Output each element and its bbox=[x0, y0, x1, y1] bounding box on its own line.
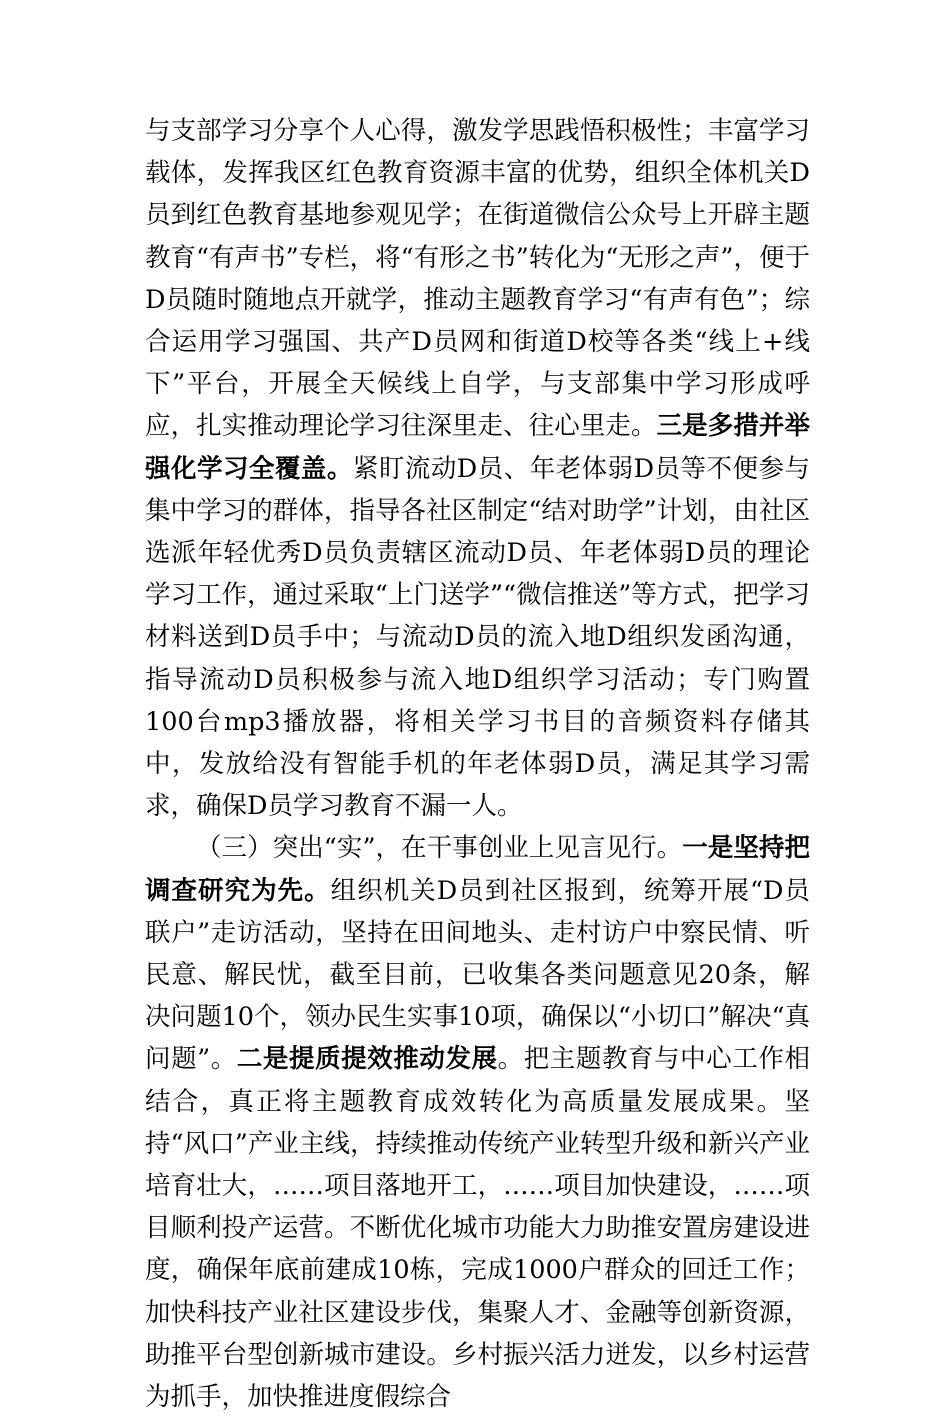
document-page bbox=[145, 110, 810, 1418]
text-run: 与支部学习分享个人心得，激发学思践悟积极性；丰富学习载体，发挥我区红色教育资源丰富的优势，组织全体机关D员到红色教育基地参观见学；在街道微信公众号上开辟主题教育“有声书”专栏，将“有形之书”转化为“无形之声”，便于D员随时随地点开就学，推动主题教育学习“有声有色”；综合运用学习强国、共产D员网和街道D校等各类“线上+线下”平台，开展全天候线上自学，与支部集中学习形成呼应，扎实推动理论学习往深里走、往心里走。 bbox=[145, 116, 810, 442]
heading-run-research: 一是坚持把调查研究为先。 bbox=[145, 833, 810, 906]
text-run: 组织机关D员到社区报到，统筹开展“D员联户”走访活动，坚持在田间地头、走村访户中察民情、听民意、解民忧，截至目前，已收集各类问题意见20条，解决问题10个，领办民生实事10项，确保以“小切口”解决“真问题”。 bbox=[145, 875, 811, 1075]
paragraph-section-three bbox=[145, 827, 810, 1418]
text-run: 紧盯流动D员、年老体弱D员等不便参与集中学习的群体，指导各社区制定“结对助学”计划，由社区选派年轻优秀D员负责辖区流动D员、年老体弱D员的理论学习工作，通过采取“上门送学”“微信推送”等方式，把学习材料送到D员手中；与流动D员的流入地D组织发函沟通，指导流动D员积极参与流入地D组织学习活动；专门购置100台mp3播放器，将相关学习书目的音频资料存储其中，发放给没有智能手机的年老体弱D员，满足其学习需求，确保D员学习教育不漏一人。 bbox=[145, 453, 810, 822]
heading-run-full-coverage: 三是多措并举强化学习全覆盖。 bbox=[145, 411, 810, 484]
heading-run-development: 二是提质提效推动发展 bbox=[236, 1044, 498, 1075]
text-run: 。把主题教育与中心工作相结合，真正将主题教育成效转化为高质量发展成果。坚持“风口”产业主线，持续推动传统产业转型升级和新兴产业培育壮大，……项目落地开工，……项目加快建设，……项目顺利投产运营。不断优化城市功能大力助推安置房建设进度，确保年底前建成10栋，完成1000户群众的回迁工作；加快科技产业社区建设步伐，集聚人才、金融等创新资源，助推平台型创新城市建设。乡村振兴活力迸发，以乡村运营为抓手，加快推进度假综合 bbox=[145, 1044, 810, 1413]
section-heading-run: （三）突出“实”，在干事创业上见言见行。 bbox=[196, 833, 683, 864]
paragraph-study-coverage bbox=[145, 110, 810, 827]
